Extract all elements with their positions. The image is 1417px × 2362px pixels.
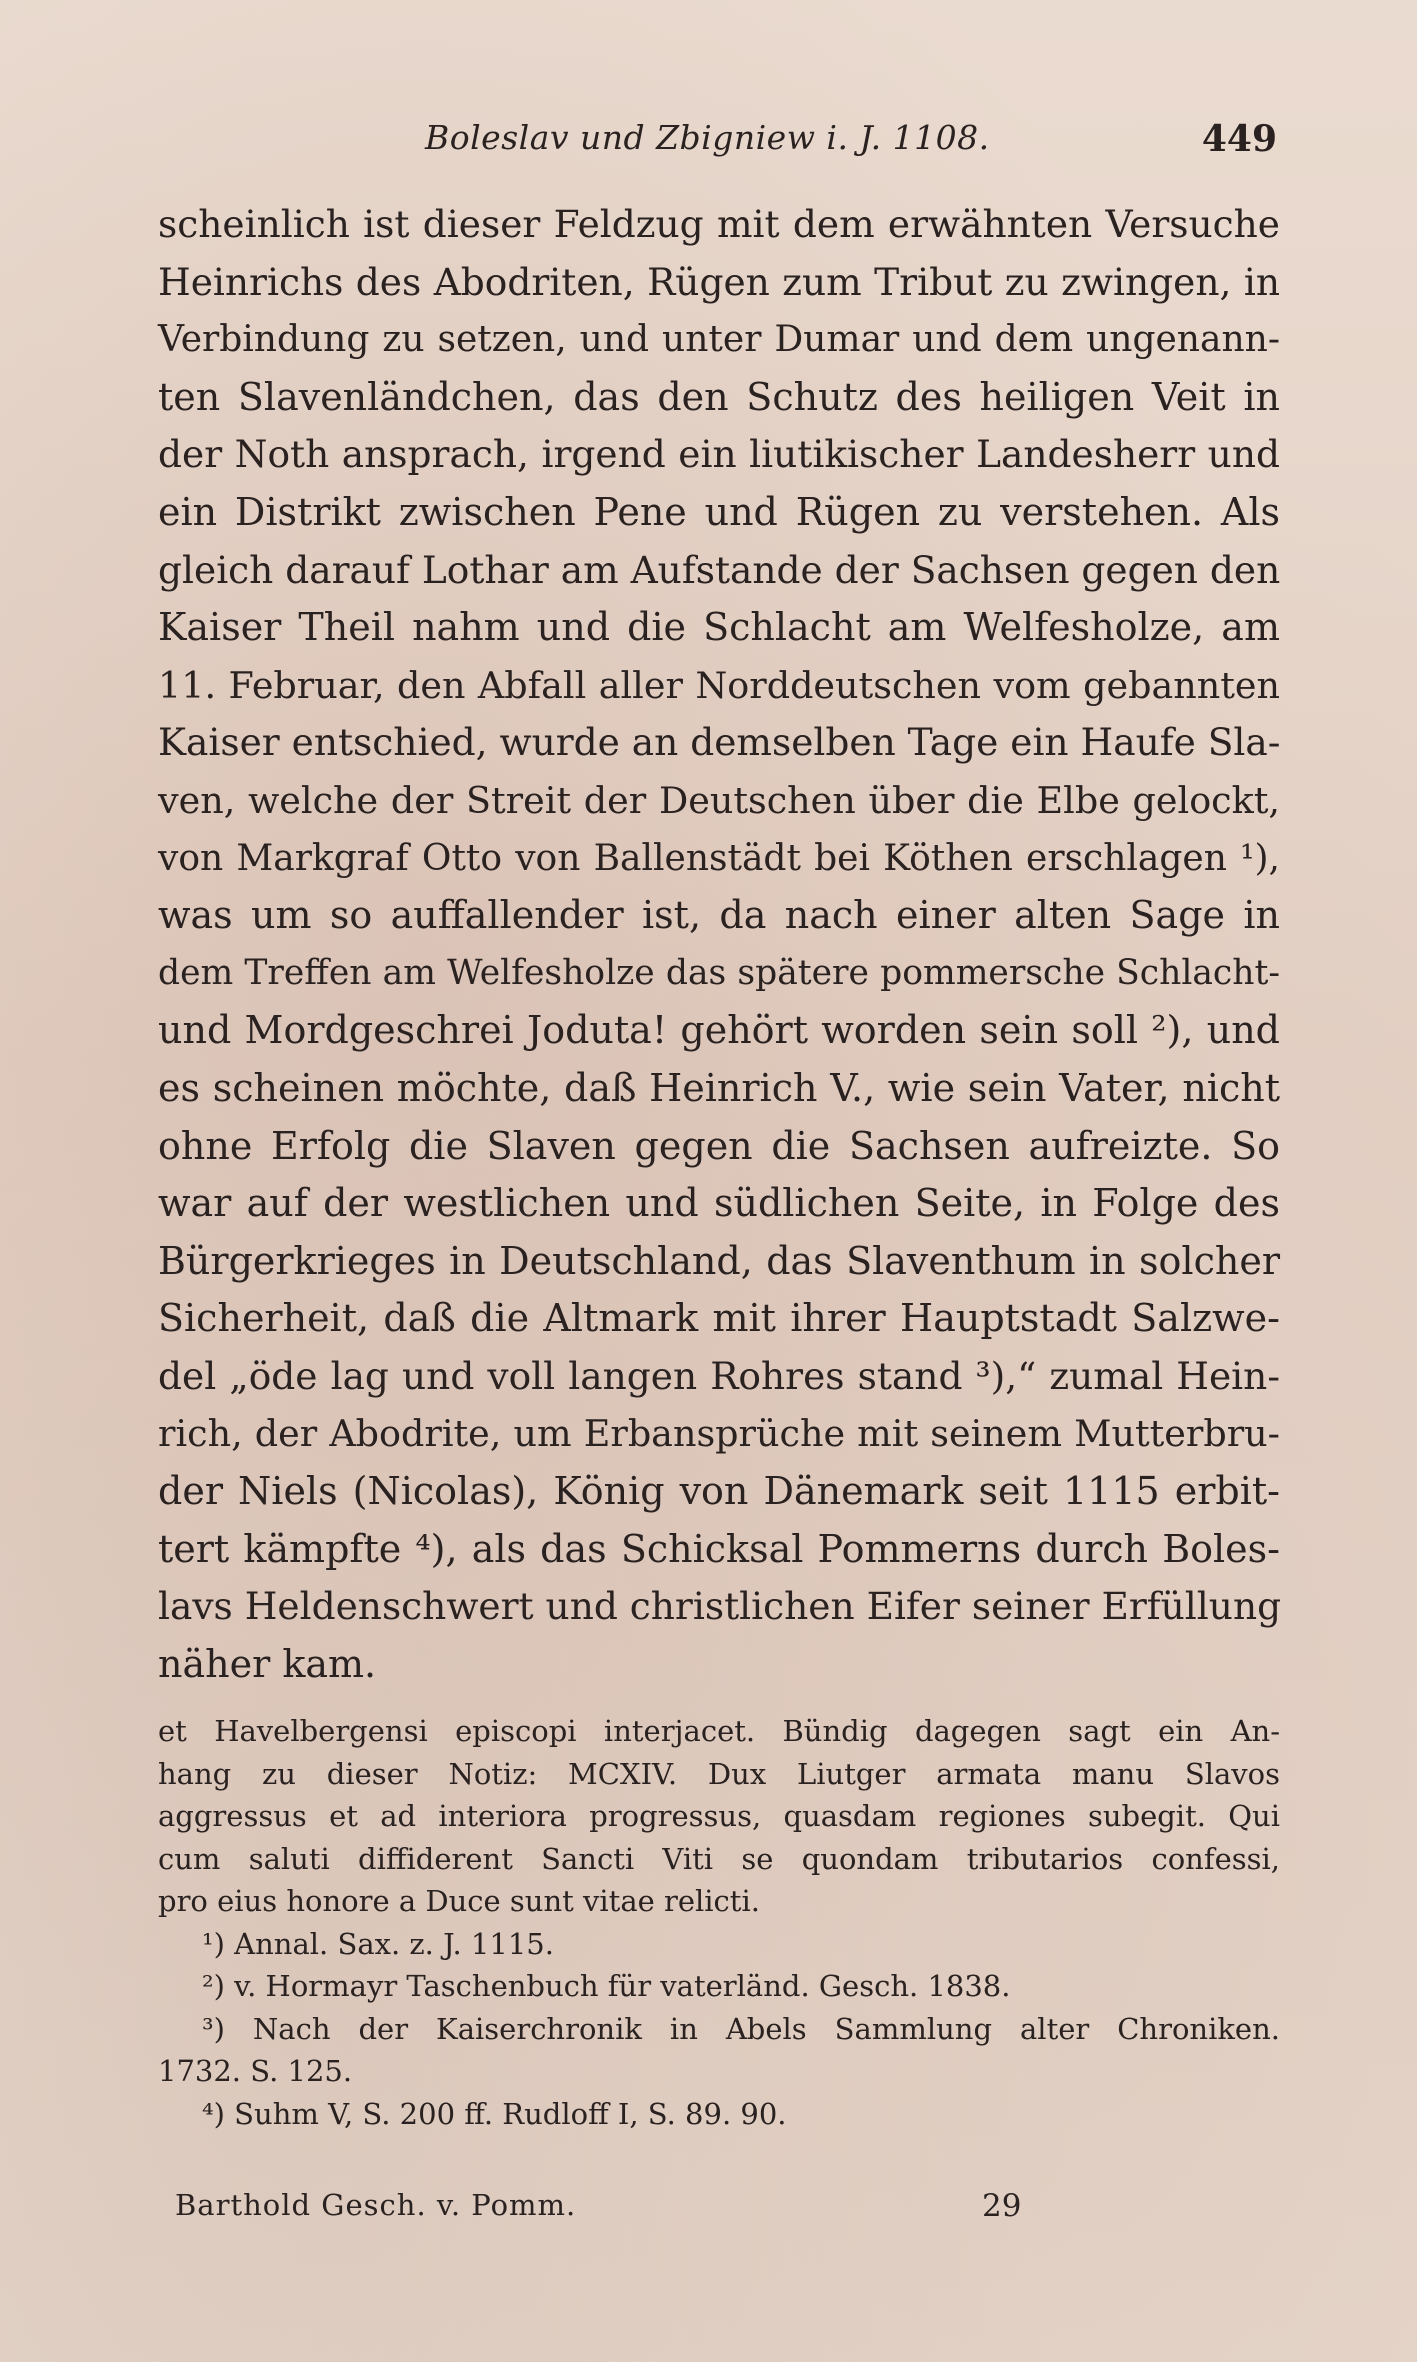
text-line: von Markgraf Otto von Ballenstädt bei Köthen erschlagen ¹), bbox=[158, 837, 1280, 879]
text-line: tert kämpfte ⁴), als das Schicksal Pommerns durch Boles- bbox=[158, 1526, 1280, 1571]
sheet-number: 29 bbox=[982, 2188, 1022, 2224]
text-line: scheinlich ist dieser Feldzug mit dem erwähnten Versuche bbox=[158, 202, 1280, 246]
text-line: ven, welche der Streit der Deutschen über die Elbe gelockt, bbox=[158, 778, 1280, 822]
text-line: der Niels (Nicolas), König von Dänemark seit 1115 erbit- bbox=[158, 1469, 1280, 1514]
text-line: Sicherheit, daß die Altmark mit ihrer Hauptstadt Salzwe- bbox=[158, 1296, 1280, 1341]
text-line: Kaiser entschied, wurde an demselben Tage ein Haufe Sla- bbox=[158, 720, 1281, 765]
text-line: ohne Erfolg die Slaven gegen die Sachsen aufreizte. So bbox=[158, 1123, 1280, 1168]
text-line: Kaiser Theil nahm und die Schlacht am Welfesholze, am bbox=[158, 605, 1280, 650]
text-line: lavs Heldenschwert und christlichen Eifer seiner Erfüllung bbox=[158, 1584, 1282, 1629]
page-number: 449 bbox=[1201, 118, 1277, 160]
footnote-line: et Havelbergensi episcopi interjacet. Bündig dagegen sagt ein An- bbox=[158, 1714, 1280, 1748]
text-line: es scheinen möchte, daß Heinrich V., wie sein Vater, nicht bbox=[158, 1065, 1280, 1110]
text-line: ten Slavenländchen, das den Schutz des heiligen Veit in bbox=[158, 374, 1280, 419]
text-line: Bürgerkrieges in Deutschland, das Slaventhum in solcher bbox=[158, 1238, 1280, 1283]
text-line: was um so auffallender ist, da nach einer alten Sage in bbox=[158, 893, 1280, 938]
footnote-4: ⁴) Suhm V, S. 200 ff. Rudloff I, S. 89. 90. bbox=[202, 2096, 787, 2131]
footnote-line: pro eius honore a Duce sunt vitae relicti. bbox=[158, 1884, 760, 1918]
footnote-3: ³) Nach der Kaiserchronik in Abels Sammlung alter Chroniken. bbox=[202, 2011, 1280, 2046]
footnote-1: ¹) Annal. Sax. z. J. 1115. bbox=[202, 1926, 554, 1961]
text-line: Heinrichs des Abodriten, Rügen zum Tribut zu zwingen, in bbox=[158, 259, 1280, 304]
footnote-3-continued: 1732. S. 125. bbox=[158, 2054, 353, 2088]
text-line: war auf der westlichen und südlichen Seite, in Folge des bbox=[158, 1181, 1280, 1226]
text-line: gleich darauf Lothar am Aufstande der Sachsen gegen den bbox=[158, 547, 1281, 592]
running-title: Boleslav und Zbigniew i. J. 1108. bbox=[425, 118, 990, 157]
text-line: rich, der Abodrite, um Erbansprüche mit seinem Mutterbru- bbox=[158, 1412, 1280, 1456]
footnote-line: hang zu dieser Notiz: MCXIV. Dux Liutger armata manu Slavos bbox=[158, 1756, 1280, 1791]
text-line: 11. Februar, den Abfall aller Norddeutschen vom gebannten bbox=[158, 663, 1280, 707]
footnote-line: aggressus et ad interiora progressus, quasdam regiones subegit. Qui bbox=[158, 1799, 1280, 1833]
text-line: näher kam. bbox=[158, 1641, 377, 1686]
printer-signature: Barthold Gesch. v. Pomm. bbox=[175, 2188, 577, 2222]
footnote-line: cum saluti diffiderent Sancti Viti se quondam tributarios confessi, bbox=[158, 1841, 1280, 1876]
text-line: del „öde lag und voll langen Rohres stand ³),“ zumal Hein- bbox=[158, 1353, 1280, 1398]
main-text bbox=[158, 196, 1280, 1693]
page-header bbox=[160, 118, 1277, 168]
text-line: dem Treffen am Welfesholze das spätere pommersche Schlacht- bbox=[158, 952, 1280, 993]
text-line: der Noth ansprach, irgend ein liutikischer Landesherr und bbox=[158, 432, 1280, 477]
text-line: und Mordgeschrei Joduta! gehört worden sein soll ²), und bbox=[158, 1008, 1280, 1053]
text-line: ein Distrikt zwischen Pene und Rügen zu verstehen. Als bbox=[158, 489, 1280, 534]
footnotes bbox=[158, 1710, 1280, 2135]
text-line: Verbindung zu setzen, und unter Dumar und dem ungenann- bbox=[158, 319, 1280, 361]
footnote-2: ²) v. Hormayr Taschenbuch für vaterländ. Gesch. 1838. bbox=[202, 1969, 1011, 2003]
